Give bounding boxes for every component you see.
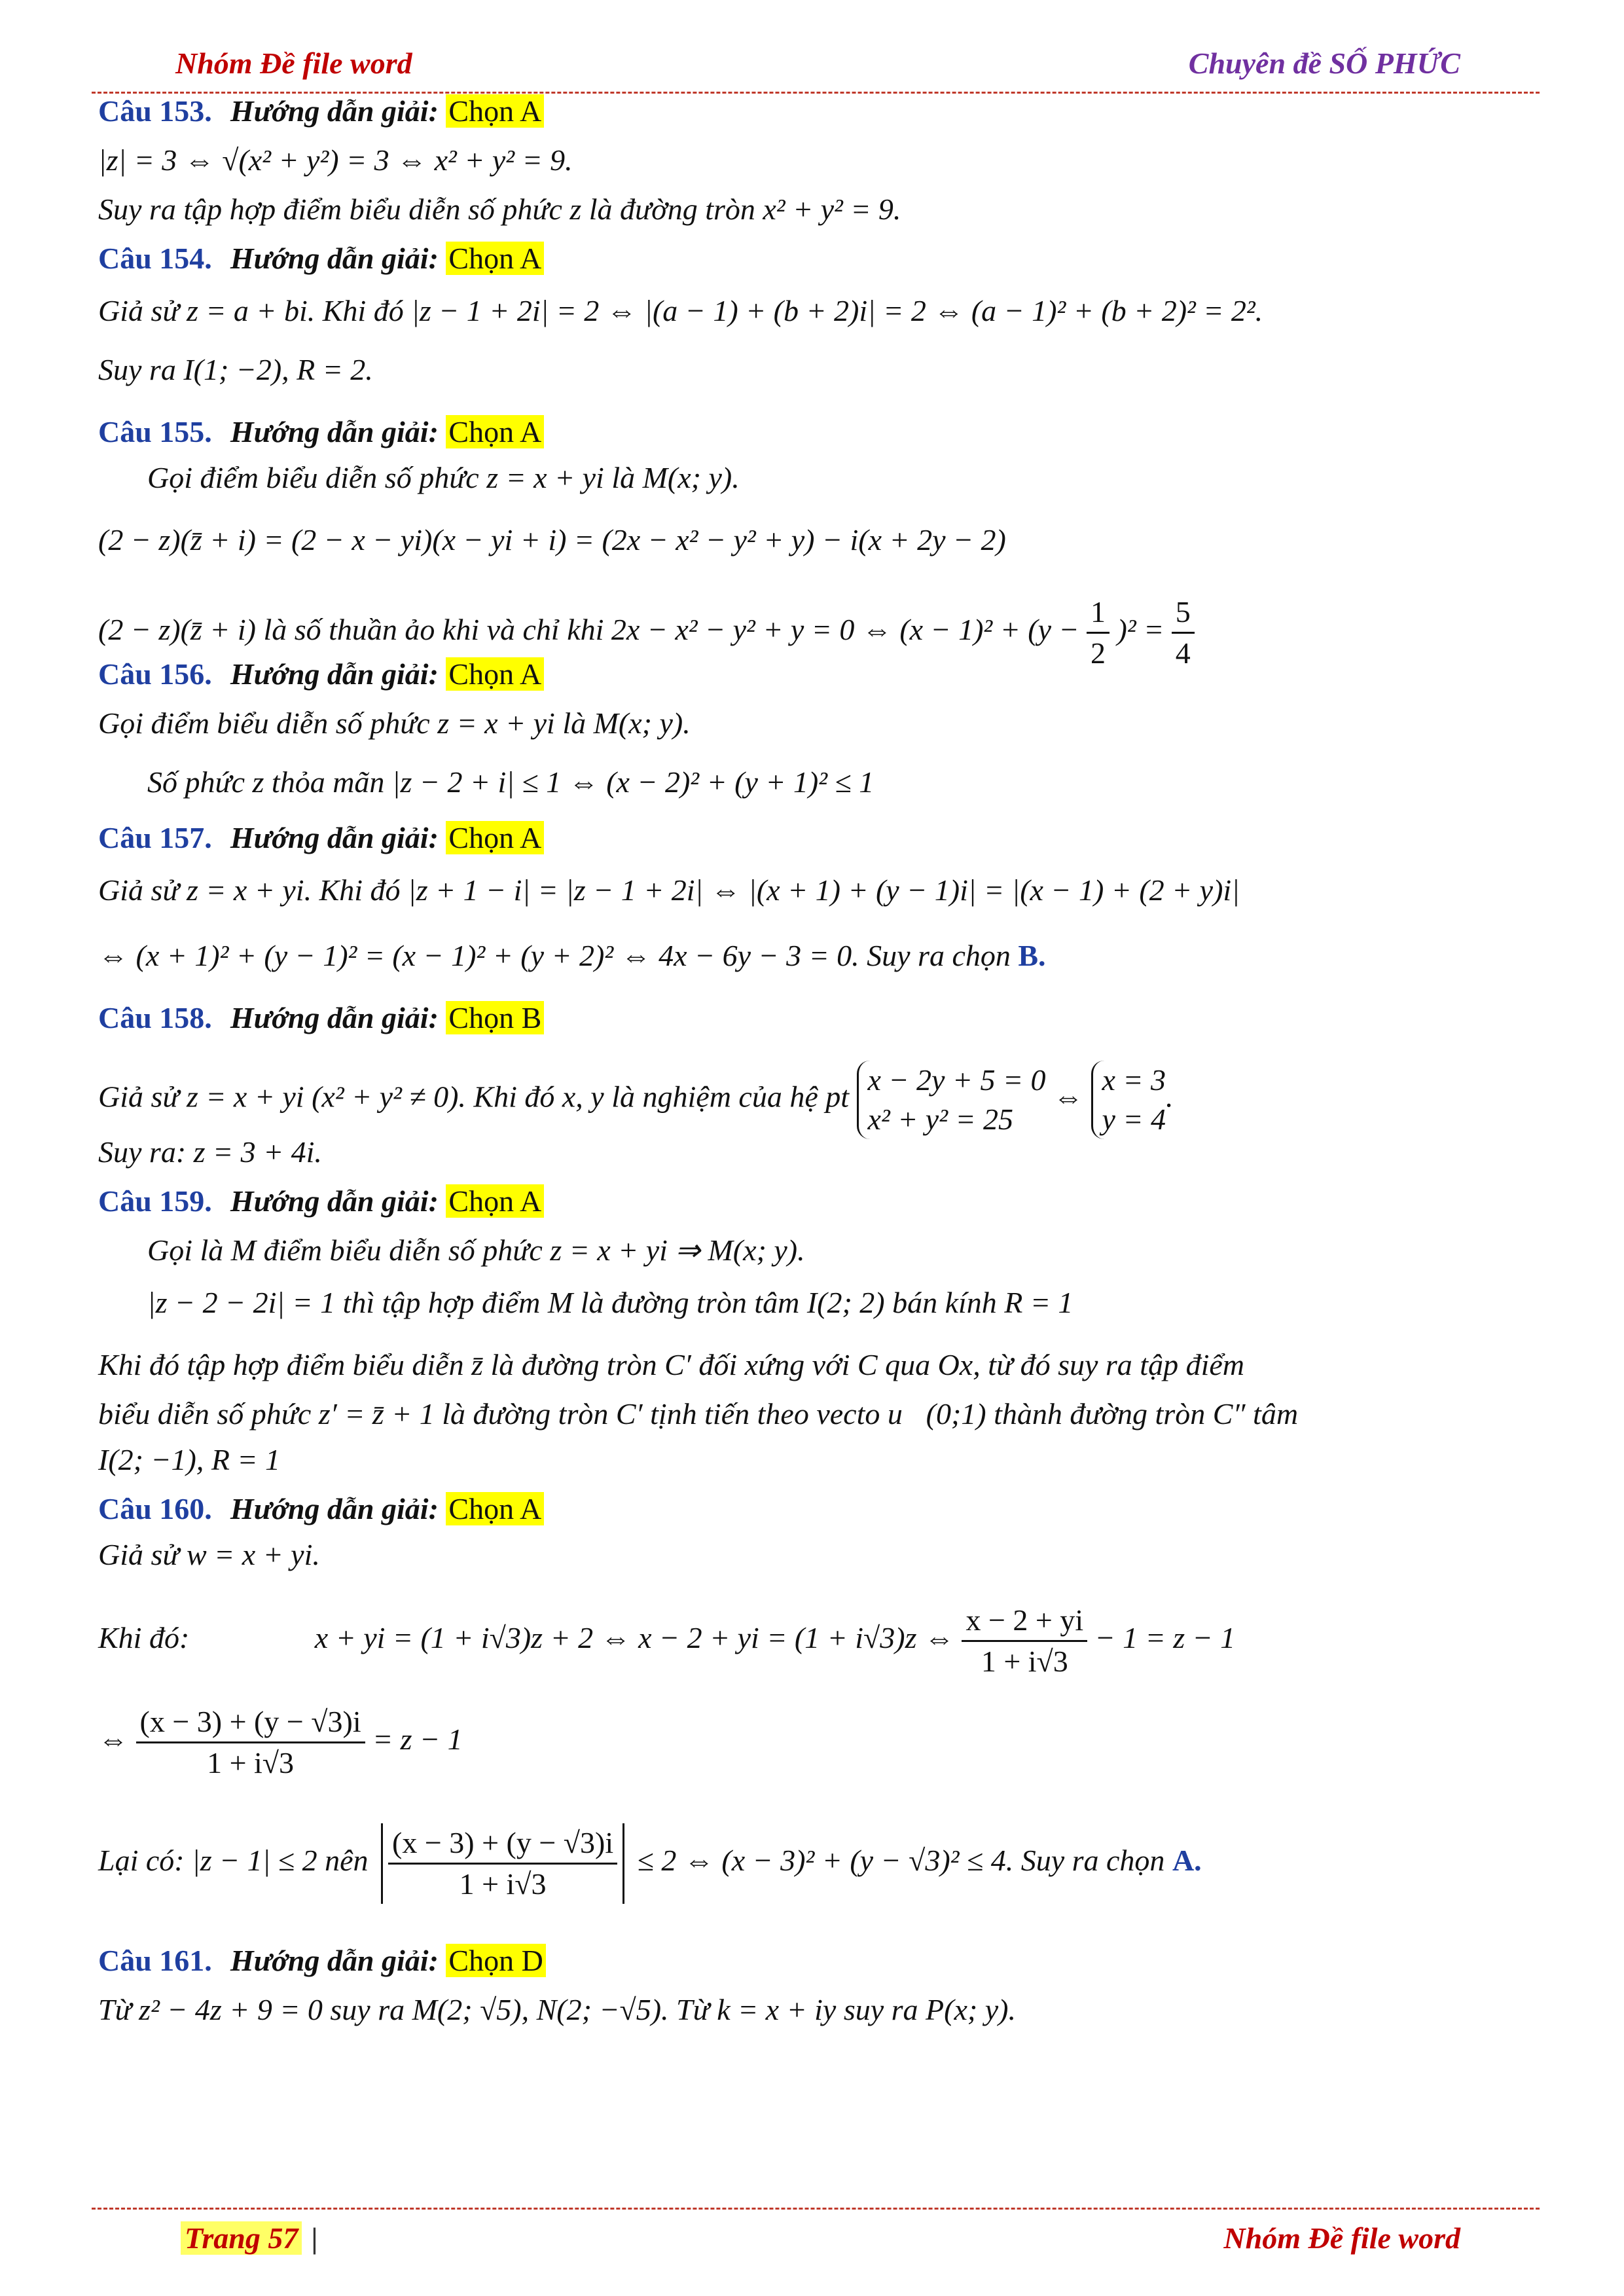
fraction	[1087, 592, 1110, 673]
solution-line	[98, 141, 573, 180]
fraction-denominator: 2	[1091, 636, 1106, 670]
math-text: I(2; −1), R = 1	[98, 1443, 280, 1476]
answer-choice: Chọn A	[446, 415, 544, 448]
question-heading	[98, 655, 544, 694]
header-left-title: Nhóm Đề file word	[175, 46, 412, 80]
solution-label: Hướng dẫn giải:	[230, 1944, 446, 1977]
question-heading	[98, 1941, 546, 1980]
system-equation: x = 3	[1102, 1063, 1166, 1097]
question-number: Câu 156.	[98, 657, 212, 691]
fraction-denominator: 1 + i√3	[981, 1645, 1068, 1678]
math-text: Lại có: |z − 1| ≤ 2 nên	[98, 1844, 376, 1878]
system-equation: x − 2y + 5 = 0	[867, 1063, 1046, 1097]
footer-separator: |	[311, 2221, 318, 2255]
answer-choice: Chọn A	[446, 821, 544, 854]
question-number: Câu 154.	[98, 242, 212, 275]
absolute-value	[381, 1823, 624, 1904]
math-text: ≤ 2 ⇔ (x − 3)² + (y − √3)² ≤ 4. Suy ra chọn	[630, 1844, 1172, 1878]
equation-system	[857, 1061, 1046, 1139]
fraction-numerator: 1	[1087, 592, 1110, 634]
math-text: Khi đó:	[98, 1621, 197, 1655]
answer-choice: Chọn A	[446, 94, 544, 128]
math-text: |z| = 3 ⇔ √(x² + y²) = 3 ⇔ x² + y² = 9.	[98, 143, 573, 177]
math-text: Gọi điểm biểu diễn số phức z = x + yi là M(x; y).	[147, 461, 740, 494]
solution-line	[98, 1061, 1173, 1139]
fraction-denominator: 1 + i√3	[459, 1867, 547, 1901]
math-text: Khi đó tập hợp điểm biểu diễn z̄ là đường tròn C′ đối xứng với C qua Ox, từ đó suy ra tập điểm	[98, 1348, 1244, 1381]
answer-choice: Chọn A	[446, 657, 544, 691]
question-number: Câu 160.	[98, 1492, 212, 1525]
solution-line	[147, 1283, 1073, 1322]
solution-line	[98, 520, 1006, 560]
fraction-denominator: 1 + i√3	[207, 1746, 295, 1779]
solution-line	[98, 1345, 1244, 1385]
solution-line	[98, 1601, 1235, 1681]
question-number: Câu 159.	[98, 1184, 212, 1218]
question-number: Câu 161.	[98, 1944, 212, 1977]
math-text: Từ z² − 4z + 9 = 0 suy ra M(2; √5), N(2; −√5). Từ k = x + iy suy ra P(x; y).	[98, 1993, 1016, 2026]
question-number: Câu 158.	[98, 1001, 212, 1034]
solution-line	[98, 871, 1240, 910]
math-text: Suy ra I(1; −2), R = 2.	[98, 353, 373, 386]
solution-line	[147, 763, 874, 802]
solution-line	[147, 1231, 805, 1270]
fraction	[136, 1702, 365, 1783]
page-label: Trang 57	[181, 2221, 302, 2255]
question-number: Câu 157.	[98, 821, 212, 854]
question-heading	[98, 818, 544, 858]
solution-label: Hướng dẫn giải:	[230, 1184, 446, 1218]
math-text: biểu diễn số phức z′ = z̄ + 1 là đường tròn C′ tịnh tiến theo vecto u⃗(0;1) thành đường tròn C″ tâm	[98, 1397, 1299, 1430]
math-text: )² =	[1110, 613, 1172, 647]
answer-choice: Chọn A	[446, 1184, 544, 1218]
math-text: Gọi là M điểm biểu diễn số phức z = x + yi ⇒ M(x; y).	[147, 1233, 805, 1267]
fraction	[1172, 592, 1195, 673]
solution-line	[98, 1440, 280, 1480]
math-text: Suy ra: z = 3 + 4i.	[98, 1135, 322, 1169]
footer-right-title: Nhóm Đề file word	[1223, 2221, 1460, 2255]
answer-choice: Chọn B	[446, 1001, 544, 1034]
answer-choice: Chọn A	[446, 1492, 544, 1525]
footer-divider	[92, 2208, 1540, 2210]
solution-line	[98, 1133, 322, 1172]
solution-line	[98, 1702, 463, 1783]
answer-choice: Chọn D	[446, 1944, 545, 1977]
math-text: Giả sử w = x + yi.	[98, 1538, 320, 1571]
math-text: x + yi = (1 + i√3)z + 2 ⇔ x − 2 + yi = (1 + i√3)z ⇔	[314, 1621, 962, 1655]
solution-line	[98, 350, 373, 390]
fraction	[388, 1823, 617, 1904]
solution-label: Hướng dẫn giải:	[230, 94, 446, 128]
question-number: Câu 153.	[98, 94, 212, 128]
system-equation: x² + y² = 25	[867, 1102, 1014, 1136]
footer-page-number	[181, 2221, 318, 2255]
solution-line	[147, 458, 740, 498]
fraction-numerator: x − 2 + yi	[962, 1601, 1087, 1642]
math-text: ⇔ (x + 1)² + (y − 1)² = (x − 1)² + (y + 2)² ⇔ 4x − 6y − 3 = 0. Suy ra chọn	[98, 939, 1011, 972]
solution-line	[98, 190, 901, 229]
solution-label: Hướng dẫn giải:	[230, 657, 446, 691]
math-text: |z − 2 − 2i| = 1 thì tập hợp điểm M là đường tròn tâm I(2; 2) bán kính R = 1	[147, 1286, 1074, 1319]
question-heading	[98, 1182, 544, 1221]
fraction-denominator: 4	[1175, 636, 1191, 670]
answer-choice: Chọn A	[446, 242, 544, 275]
fraction	[962, 1601, 1087, 1681]
math-text: Giả sử z = x + yi. Khi đó |z + 1 − i| = |z − 1 + 2i| ⇔ |(x + 1) + (y − 1)i| = |(x − 1) + (2 + y)i|	[98, 873, 1240, 907]
math-text: Số phức z thỏa mãn |z − 2 + i| ≤ 1 ⇔ (x − 2)² + (y + 1)² ≤ 1	[147, 765, 875, 799]
answer-letter: A.	[1172, 1844, 1202, 1878]
math-text: − 1 = z − 1	[1087, 1621, 1236, 1655]
header-right-title: Chuyên đề SỐ PHỨC	[1188, 46, 1460, 80]
solution-line	[98, 1394, 1298, 1434]
equivalence-symbol: ⇔	[1045, 1080, 1091, 1114]
math-text: (2 − z)(z̄ + i) là số thuần ảo khi và chỉ khi 2x − x² − y² + y = 0 ⇔ (x − 1)² + (y −	[98, 613, 1087, 647]
question-heading	[98, 412, 544, 452]
solution-line	[98, 704, 691, 743]
solution-line	[98, 291, 1263, 331]
question-heading	[98, 998, 544, 1038]
solution-label: Hướng dẫn giải:	[230, 1492, 446, 1525]
math-text: (2 − z)(z̄ + i) = (2 − x − yi)(x − yi + i) = (2x − x² − y² + y) − i(x + 2y − 2)	[98, 523, 1006, 556]
question-heading	[98, 239, 544, 278]
solution-line	[98, 1990, 1016, 2030]
math-text: ⇔	[98, 1722, 136, 1757]
solution-label: Hướng dẫn giải:	[230, 242, 446, 275]
solution-line	[98, 1823, 1202, 1904]
fraction-numerator: (x − 3) + (y − √3)i	[136, 1702, 365, 1743]
math-text: Giả sử z = x + yi (x² + y² ≠ 0). Khi đó x, y là nghiệm của hệ pt	[98, 1080, 857, 1114]
solution-label: Hướng dẫn giải:	[230, 1001, 446, 1034]
question-number: Câu 155.	[98, 415, 212, 448]
solution-label: Hướng dẫn giải:	[230, 821, 446, 854]
math-text: Gọi điểm biểu diễn số phức z = x + yi là M(x; y).	[98, 706, 691, 740]
math-text: Suy ra tập hợp điểm biểu diễn số phức z là đường tròn x² + y² = 9.	[98, 192, 901, 226]
math-text: = z − 1	[365, 1722, 463, 1757]
question-heading	[98, 92, 544, 131]
solution-line	[98, 936, 1046, 975]
solution-line	[98, 1535, 320, 1575]
equation-system-solution	[1091, 1061, 1166, 1139]
fraction-numerator: 5	[1172, 592, 1195, 634]
question-heading	[98, 1489, 544, 1529]
math-text: .	[1165, 1080, 1174, 1114]
solution-label: Hướng dẫn giải:	[230, 415, 446, 448]
fraction-numerator: (x − 3) + (y − √3)i	[388, 1823, 617, 1865]
system-equation: y = 4	[1102, 1102, 1166, 1136]
math-text: Giả sử z = a + bi. Khi đó |z − 1 + 2i| = 2 ⇔ |(a − 1) + (b + 2)i| = 2 ⇔ (a − 1)² + (b + 2)² = 2².	[98, 294, 1263, 327]
answer-letter: B.	[1018, 939, 1046, 972]
